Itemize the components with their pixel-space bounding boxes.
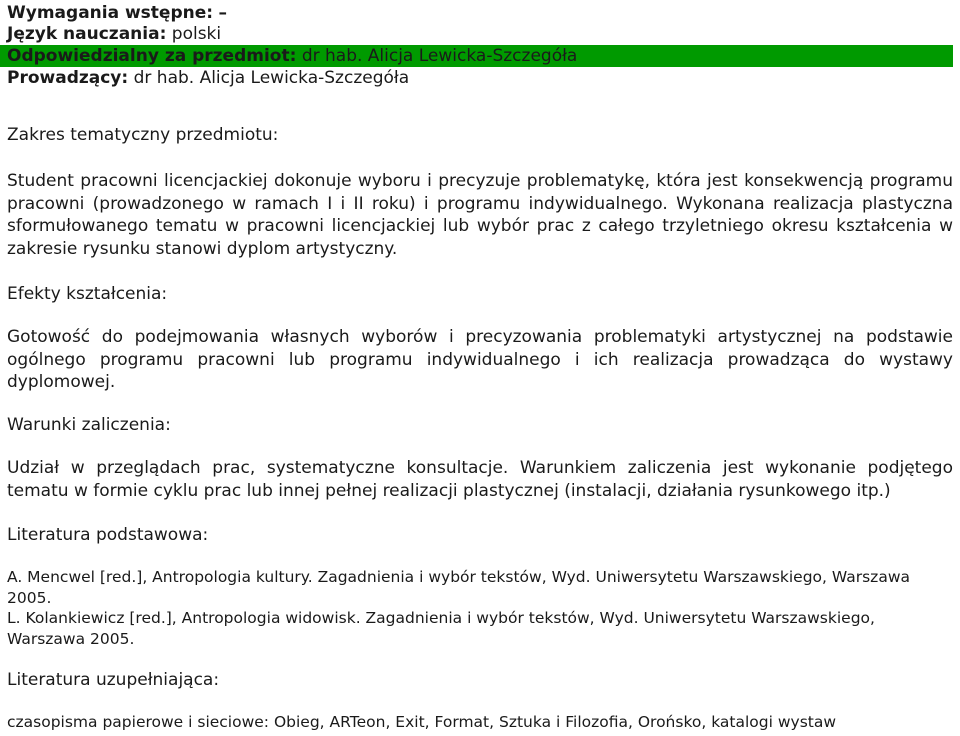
literature-basic-item: L. Kolankiewicz [red.], Antropologia widowisk. Zagadnienia i wybór tekstów, Wyd. Uniwersytetu Warszawskiego, Warszawa 2005.	[7, 609, 875, 648]
teacher-line	[7, 67, 409, 89]
prerequisites-value: –	[218, 3, 227, 23]
teacher-value: dr hab. Alicja Lewicka-Szczegóła	[133, 68, 410, 88]
responsible-label: Odpowiedzialny za przedmiot:	[7, 46, 297, 66]
language-label: Język nauczania:	[7, 24, 167, 44]
prerequisites-line	[7, 2, 227, 24]
responsible-line	[0, 45, 953, 67]
literature-basic-heading: Literatura podstawowa:	[7, 525, 209, 545]
conditions-paragraph: Udział w przeglądach prac, systematyczne konsultacje. Warunkiem zaliczenia jest wykonanie podjętego tematu w formie cyklu prac lub innej pełnej realizacji plastycznej (instalacji, działania rysunkowego itp.)	[7, 458, 953, 501]
literature-basic-item: A. Mencwel [red.], Antropologia kultury. Zagadnienia i wybór tekstów, Wyd. Uniwersytetu Warszawskiego, Warszawa 2005.	[7, 568, 910, 607]
conditions-heading: Warunki zaliczenia:	[7, 415, 171, 435]
literature-extra-heading: Literatura uzupełniająca:	[7, 670, 220, 690]
effects-heading: Efekty kształcenia:	[7, 284, 168, 304]
prerequisites-label: Wymagania wstępne:	[7, 3, 214, 23]
responsible-value: dr hab. Alicja Lewicka-Szczegóła	[301, 46, 578, 66]
language-value: polski	[171, 24, 222, 44]
scope-heading: Zakres tematyczny przedmiotu:	[7, 125, 279, 145]
literature-extra-paragraph: czasopisma papierowe i sieciowe: Obieg, ARTeon, Exit, Format, Sztuka i Filozofia, Orońsko, katalogi wystaw	[7, 713, 837, 731]
effects-paragraph: Gotowość do podejmowania własnych wyborów i precyzowania problematyki artystycznej na podstawie ogólnego programu pracowni lub programu indywidualnego i ich realizacja prowadząca do wystawy dyplomowej.	[7, 327, 953, 392]
teacher-label: Prowadzący:	[7, 68, 129, 88]
language-line	[7, 23, 221, 45]
scope-paragraph: Student pracowni licencjackiej dokonuje wyboru i precyzuje problematykę, która jest konsekwencją programu pracowni (prowadzonego w ramach I i II roku) i programu indywidualnego. Wykonana realizacja plastyczna sformułowanego tematu w pracowni licencjackiej lub wybór prac z całego trzyletniego okresu kształcenia w zakresie rysunku stanowi dyplom artystyczny.	[7, 171, 953, 259]
